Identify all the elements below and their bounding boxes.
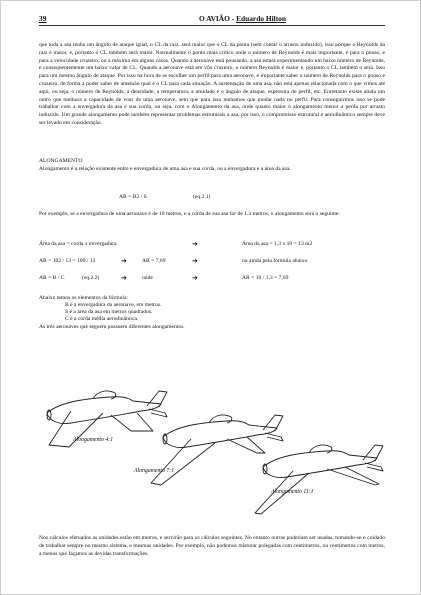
airplane-aspect-11-icon bbox=[255, 445, 383, 514]
equation-label-2-2: (eq.2.2) bbox=[82, 275, 100, 281]
arrow-right-icon: ➔ bbox=[121, 257, 127, 265]
paragraph-example: Por exemplo, se a envergadura de uma aeronave é de 10 metros, e a corda de sua asa for de 1.3 metros, o alongamento será o seguinte: bbox=[39, 211, 340, 217]
equation-ar-span-area: AR = B2 / S bbox=[119, 194, 147, 200]
arrow-right-icon: ➔ bbox=[121, 274, 127, 282]
elements-intro: Abaixo temos os elementos da fórmula: bbox=[39, 295, 129, 301]
calc-area-result: Área da asa = 1,3 x 10 = 13 m2 bbox=[242, 241, 313, 247]
calc-or-formula: ou ainda pela fórmula abaixo bbox=[242, 258, 308, 264]
arrow-right-icon: ➔ bbox=[192, 240, 198, 248]
section-heading: ALONGAMENTO bbox=[39, 158, 83, 164]
arrow-right-icon: ➔ bbox=[192, 257, 198, 265]
paragraph-definition: Alongamento é a relação existente entre e envergadura de uma asa e sua corda, ou a envergadura e a área da asa. bbox=[39, 166, 291, 172]
header-rule bbox=[39, 25, 385, 26]
calc-ar-chord-result: AR = 10 / 1,3 = 7,69 bbox=[242, 275, 289, 281]
element-span: B é a envergadura da aeronave, em metros. bbox=[65, 302, 162, 308]
book-title: O AVIÃO bbox=[199, 14, 230, 23]
page-header bbox=[39, 14, 385, 26]
paragraph-reynolds: que toda a asa tenha um ângulo de ataque igual, o CL da raiz, será maior que o CL da ponta (sem contar o arrasto induzido), isso porque o Reynolds da raiz é maior, e, portanto o CL também será maior. Normalmente o ponto mais crítico onde o número de Reynolds é mais importante, é para o pouso, e para a velocidade cruzeiro, ou a máxima em alguns casos. Quando a aeronave está pousando, a asa estará experimentando um baixo número de Reynolds, e consequentemente um baixo valor de CL. Quando a aeronave está em vôo cruzeiro, o número Reynolds é maior e, portanto o CL também o será. Isso para um mesmo ângulo de ataque. Por isso na hora de se escolher um perfil para uma aeronave, é importante saber o número de Reynolds para o pouso e cruzeiro, de forma a poder saber de antemão qual é o CL para cada situação. A sustentação de uma asa, não está apenas relacionada com o que vimos até aqui, ou seja, o número de Reynolds, a densidade, a temperatura, a umidade e o ângulo de ataque, espessura de perfil, etc. Entretanto existe ainda um outro que melhora a capacidade de voar de uma aeronave, sem que para isso tenhamos que mudar nada no perfil. Para conseguirmos isso se pode trabalhar com a envergadura da asa e sua corda, ou seja, com o Alongamento da asa, onde quanto maior o alongamento menor a perda por arrasto induzido. Um grande alongamento pode também representar problemas estruturais a asa, por isso, o compromisso estrutural e aerodinâmico sempre deve ser levado em consideração. bbox=[39, 42, 385, 126]
airplane-aspect-7-icon bbox=[151, 415, 283, 485]
element-chord: C é a corda média aerodinâmica. bbox=[65, 316, 139, 322]
paragraph-units: Nos cálculos efetuados as unidades estão em metros, e servirão para os cálculos seguintes. No entanto outras poderiam ser usadas, tomando-se o cuidado de trabalhar sempre no mesmo sistema, e mesmas unidades. Por exemplo, não podemos misturar polegadas com centímetros, ou centímetros com metros, a menos que façamos as devidas transformações. bbox=[39, 535, 385, 557]
caption-aspect-4: Alongamento 4:1 bbox=[73, 437, 114, 443]
equation-label-2-1: (eq.2.1) bbox=[193, 194, 211, 200]
page-number: 39 bbox=[39, 14, 47, 23]
calc-ar-result: AR = 7,69 bbox=[142, 258, 166, 264]
calc-where: onde bbox=[142, 275, 153, 281]
running-title bbox=[199, 14, 286, 23]
author-name: Eduardo Hilton bbox=[236, 14, 286, 23]
title-separator: - bbox=[231, 14, 235, 23]
equation-ar-span-chord: AR = B / C bbox=[39, 275, 65, 281]
arrow-right-icon: ➔ bbox=[192, 274, 198, 282]
figure-intro: As três aeronaves que seguem possuem diferentes alongamentos. bbox=[39, 324, 185, 330]
caption-aspect-11: Alongamento 11:1 bbox=[271, 489, 314, 495]
calc-area-formula: Área da asa = corda x envergadura bbox=[39, 241, 117, 247]
calc-ar-division: AR = 102 / 13 = 100 / 13 bbox=[39, 258, 96, 264]
element-area: S é a área da asa em metros quadrados. bbox=[65, 309, 153, 315]
aspect-ratio-figure bbox=[39, 375, 385, 515]
caption-aspect-7: Alongamento 7:1 bbox=[134, 468, 175, 474]
